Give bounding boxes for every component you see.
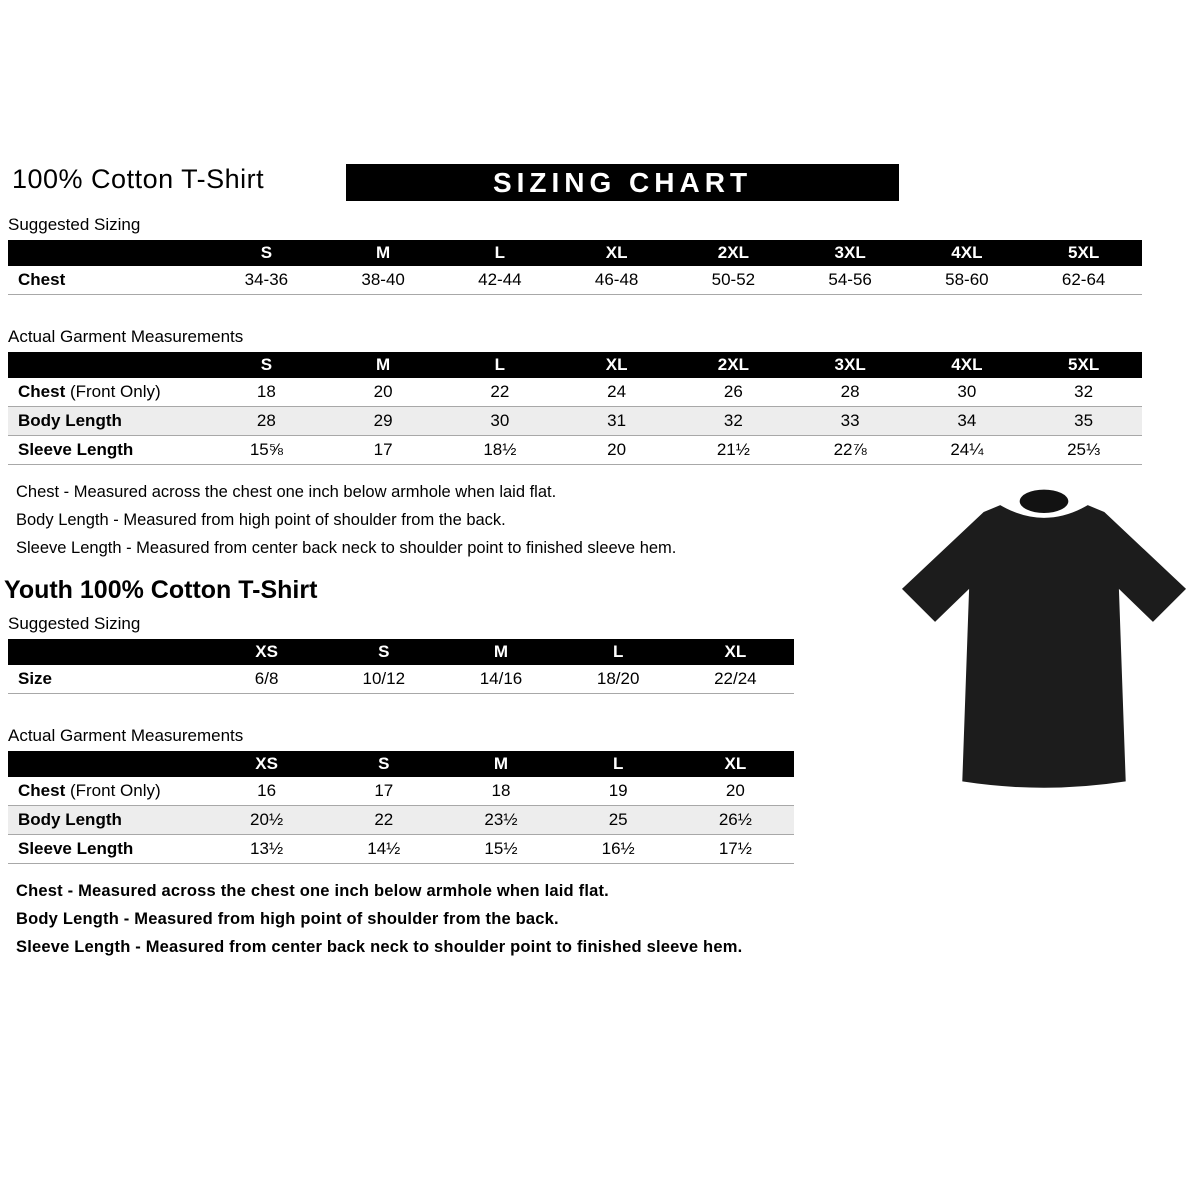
measurement-value: 18½ — [442, 436, 559, 465]
measurement-value: 20 — [325, 378, 442, 407]
note-line: Body Length - Measured from high point of shoulder from the back. — [16, 910, 559, 928]
measurement-row — [8, 835, 794, 864]
size-column-header: M — [442, 751, 559, 777]
measurement-value: 17 — [325, 777, 442, 806]
size-column-header: S — [208, 352, 325, 378]
measurement-value: 34-36 — [208, 266, 325, 295]
measurement-value: 35 — [1025, 407, 1142, 436]
measurement-value: 21½ — [675, 436, 792, 465]
size-column-header: 5XL — [1025, 352, 1142, 378]
measurement-row — [8, 665, 794, 694]
row-label-text: Size — [18, 669, 53, 688]
size-column-header: 4XL — [909, 240, 1026, 266]
size-column-header: 2XL — [675, 240, 792, 266]
youth-product-title: Youth 100% Cotton T-Shirt — [4, 576, 318, 604]
measurement-value: 28 — [792, 378, 909, 407]
adult-actual-measurements-label: Actual Garment Measurements — [8, 327, 244, 346]
measurement-value: 20 — [677, 777, 794, 806]
measurement-value: 28 — [208, 407, 325, 436]
measurement-value: 25⅓ — [1025, 436, 1142, 465]
size-header-row — [8, 639, 794, 665]
adult-actual-measurements — [8, 352, 1148, 465]
measurement-row — [8, 378, 1142, 407]
header-corner-cell — [8, 240, 208, 266]
note-line: Chest - Measured across the chest one inch below armhole when laid flat. — [16, 483, 557, 501]
measurement-value: 54-56 — [792, 266, 909, 295]
measurement-value: 22⅞ — [792, 436, 909, 465]
measurement-value: 18 — [208, 378, 325, 407]
measurement-value: 15½ — [442, 835, 559, 864]
size-column-header: XS — [208, 751, 325, 777]
measurement-value: 34 — [909, 407, 1026, 436]
row-label — [8, 378, 208, 407]
header-corner-cell — [8, 751, 208, 777]
adult-suggested-sizing — [8, 240, 1148, 295]
measurement-row — [8, 806, 794, 835]
size-column-header: M — [325, 352, 442, 378]
size-column-header: L — [560, 751, 677, 777]
measurement-value: 30 — [442, 407, 559, 436]
measurement-value: 22 — [442, 378, 559, 407]
tshirt-collar-icon — [1020, 490, 1069, 513]
row-label-text: Chest — [18, 270, 66, 289]
size-column-header: XL — [677, 751, 794, 777]
youth-actual-measurements-table — [8, 751, 794, 864]
measurement-value: 16 — [208, 777, 325, 806]
youth-suggested-sizing-table — [8, 639, 794, 694]
row-label-text: Sleeve Length — [18, 440, 134, 459]
size-column-header: 3XL — [792, 352, 909, 378]
row-label — [8, 835, 208, 864]
size-column-header: M — [325, 240, 442, 266]
size-column-header: 2XL — [675, 352, 792, 378]
product-title: 100% Cotton T-Shirt — [12, 164, 265, 194]
size-column-header: XL — [677, 639, 794, 665]
measurement-value: 26½ — [677, 806, 794, 835]
tshirt-body-icon — [902, 505, 1186, 788]
measurement-value: 15⅝ — [208, 436, 325, 465]
size-header-row — [8, 751, 794, 777]
size-column-header: L — [442, 240, 559, 266]
row-label — [8, 777, 208, 806]
measurement-value: 46-48 — [558, 266, 675, 295]
measurement-value: 16½ — [560, 835, 677, 864]
measurement-value: 31 — [558, 407, 675, 436]
header-row — [8, 162, 1148, 206]
measurement-value: 32 — [1025, 378, 1142, 407]
tshirt-illustration — [898, 476, 1190, 797]
measurement-value: 38-40 — [325, 266, 442, 295]
row-label — [8, 665, 208, 694]
row-label — [8, 806, 208, 835]
measurement-value: 29 — [325, 407, 442, 436]
row-label-text: Chest — [18, 382, 66, 401]
adult-suggested-sizing-table — [8, 240, 1142, 295]
size-column-header: 3XL — [792, 240, 909, 266]
note-line: Sleeve Length - Measured from center back neck to shoulder point to finished sleeve hem. — [16, 938, 743, 956]
row-label-text: Body Length — [18, 411, 122, 430]
measurement-value: 22/24 — [677, 665, 794, 694]
measurement-value: 6/8 — [208, 665, 325, 694]
measurement-value: 58-60 — [909, 266, 1026, 295]
measurement-value: 24¼ — [909, 436, 1026, 465]
measurement-row — [8, 407, 1142, 436]
measurement-row — [8, 266, 1142, 295]
size-header-row — [8, 352, 1142, 378]
row-label — [8, 266, 208, 295]
measurement-row — [8, 436, 1142, 465]
measurement-value: 14½ — [325, 835, 442, 864]
row-label — [8, 436, 208, 465]
note-line: Chest - Measured across the chest one inch below armhole when laid flat. — [16, 882, 609, 900]
measurement-value: 13½ — [208, 835, 325, 864]
size-column-header: 5XL — [1025, 240, 1142, 266]
youth-suggested-sizing-label: Suggested Sizing — [8, 614, 141, 633]
row-label — [8, 407, 208, 436]
measurement-value: 14/16 — [442, 665, 559, 694]
measurement-value: 22 — [325, 806, 442, 835]
measurement-value: 25 — [560, 806, 677, 835]
measurement-value: 18/20 — [560, 665, 677, 694]
size-header-row — [8, 240, 1142, 266]
size-column-header: L — [442, 352, 559, 378]
row-label-suffix: (Front Only) — [65, 781, 161, 800]
tshirt-product-image — [898, 476, 1190, 798]
size-column-header: S — [208, 240, 325, 266]
measurement-value: 62-64 — [1025, 266, 1142, 295]
measurement-value: 20½ — [208, 806, 325, 835]
measurement-value: 20 — [558, 436, 675, 465]
row-label-suffix: (Front Only) — [65, 382, 161, 401]
size-column-header: L — [560, 639, 677, 665]
measurement-value: 50-52 — [675, 266, 792, 295]
size-column-header: XL — [558, 352, 675, 378]
row-label-text: Sleeve Length — [18, 839, 134, 858]
size-column-header: S — [325, 751, 442, 777]
measurement-value: 42-44 — [442, 266, 559, 295]
measurement-value: 33 — [792, 407, 909, 436]
measurement-value: 30 — [909, 378, 1026, 407]
row-label-text: Chest — [18, 781, 66, 800]
adult-suggested-sizing-label: Suggested Sizing — [8, 215, 141, 234]
note-line: Body Length - Measured from high point of shoulder from the back. — [16, 511, 506, 529]
measurement-value: 10/12 — [325, 665, 442, 694]
sizing-chart-banner: SIZING CHART — [346, 164, 899, 201]
measurement-value: 19 — [560, 777, 677, 806]
size-column-header: XS — [208, 639, 325, 665]
row-label-text: Body Length — [18, 810, 122, 829]
measurement-value: 32 — [675, 407, 792, 436]
measurement-value: 17½ — [677, 835, 794, 864]
header-corner-cell — [8, 639, 208, 665]
measurement-value: 24 — [558, 378, 675, 407]
measurement-value: 23½ — [442, 806, 559, 835]
header-corner-cell — [8, 352, 208, 378]
measurement-value: 18 — [442, 777, 559, 806]
size-column-header: XL — [558, 240, 675, 266]
youth-measurement-notes — [16, 877, 1148, 961]
youth-actual-measurements-label: Actual Garment Measurements — [8, 726, 244, 745]
adult-actual-measurements-table — [8, 352, 1142, 465]
measurement-row — [8, 777, 794, 806]
size-column-header: S — [325, 639, 442, 665]
measurement-value: 17 — [325, 436, 442, 465]
size-column-header: 4XL — [909, 352, 1026, 378]
size-column-header: M — [442, 639, 559, 665]
measurement-value: 26 — [675, 378, 792, 407]
note-line: Sleeve Length - Measured from center back neck to shoulder point to finished sleeve hem. — [16, 539, 677, 557]
